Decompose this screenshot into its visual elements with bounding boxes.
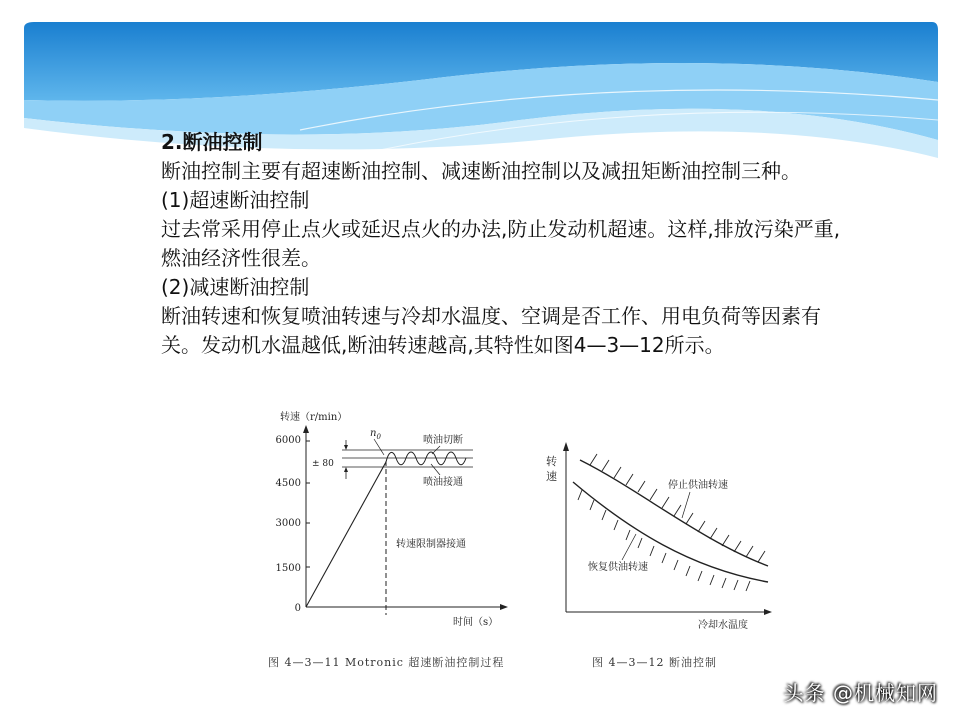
section-heading: 2.断油控制 bbox=[161, 130, 263, 154]
y-tick-6000: 6000 bbox=[275, 435, 301, 446]
paragraph-overspeed: 过去常采用停止点火或延迟点火的办法,防止发动机超速。这样,排放污染严重,燃油经济性很差。 bbox=[161, 217, 841, 270]
limiter-label: 转速限制器接通 bbox=[396, 539, 466, 550]
y-axis-label: 转速（r/min） bbox=[280, 412, 348, 423]
upper-hatching bbox=[590, 454, 765, 562]
x-axis-label: 冷却水温度 bbox=[698, 620, 748, 631]
x-axis-label: 时间（s） bbox=[453, 617, 499, 628]
cutoff-label: 喷油切断 bbox=[423, 435, 463, 446]
n0-label: $n_0$ bbox=[370, 428, 381, 441]
subheading-overspeed: (1)超速断油控制 bbox=[161, 188, 310, 212]
resume-fuel-label: 恢复供油转速 bbox=[588, 562, 648, 573]
caption-left: 图 4—3—11 Motronic 超速断油控制过程 bbox=[268, 656, 505, 669]
y-tick-3000: 3000 bbox=[275, 518, 301, 529]
y-axis-label-2: 速 bbox=[546, 470, 557, 483]
caption-right: 图 4—3—12 断油控制 bbox=[592, 656, 717, 669]
figure-overspeed-cutoff bbox=[268, 405, 518, 637]
resume-label: 喷油接通 bbox=[423, 477, 463, 488]
y-tick-4500: 4500 bbox=[275, 478, 301, 489]
paragraph-deceleration: 断油转速和恢复喷油转速与冷却水温度、空调是否工作、用电负荷等因素有关。发动机水温越低,断油转速越高,其特性如图4—3—12所示。 bbox=[161, 304, 821, 357]
paragraph-intro: 断油控制主要有超速断油控制、减速断油控制以及减扭矩断油控制三种。 bbox=[161, 159, 801, 183]
watermark: 头条 @机械知网 bbox=[783, 681, 938, 705]
y-tick-1500: 1500 bbox=[275, 563, 301, 574]
stop-fuel-label: 停止供油转速 bbox=[668, 480, 728, 491]
figure-fuel-cutoff bbox=[540, 440, 780, 635]
subheading-deceleration: (2)减速断油控制 bbox=[161, 275, 310, 299]
tolerance-label: ± 80 bbox=[312, 459, 334, 469]
y-tick-0: 0 bbox=[294, 603, 301, 614]
body-text bbox=[134, 128, 844, 360]
y-axis-label-1: 转 bbox=[546, 455, 557, 468]
